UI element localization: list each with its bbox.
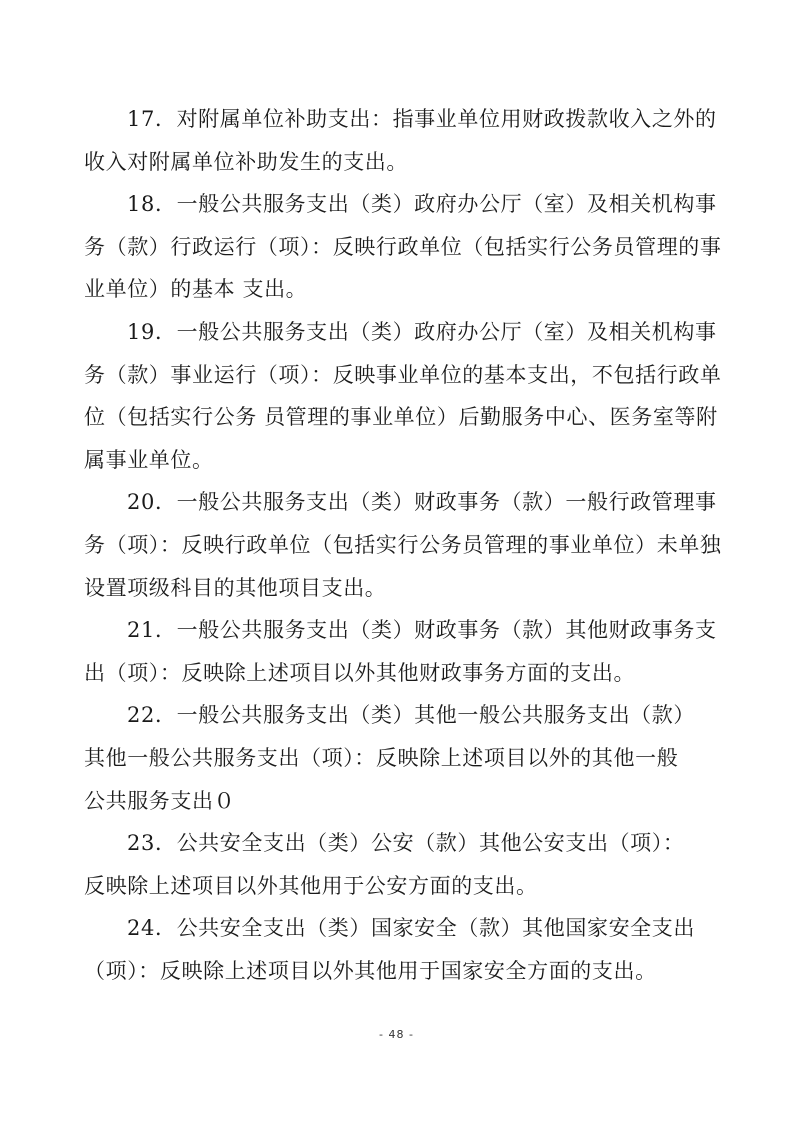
- page-number: - 48 -: [379, 1028, 414, 1041]
- paragraph-20: 20．一般公共服务支出（类）财政事务（款）一般行政管理事务（项）：反映行政单位（包括实行公务员管理的事业单位）未单独 设置项级科目的其他项目支出。: [84, 490, 722, 600]
- paragraph-22: 22．一般公共服务支出（类）其他一般公共服务支出（款）其他一般公共服务支出（项）：反映除上述项目以外的其他一般公共服务支出０: [84, 703, 685, 813]
- paragraph-23: 23．公共安全支出（类）公安（款）其他公安支出（项）：反映除上述项目以外其他用于公安方面的支出。: [84, 831, 685, 898]
- paragraph-17: 17．对附属单位补助支出：指事业单位用财政拨款收入之外的收入对附属单位补助发生的支出。: [84, 107, 717, 174]
- paragraph-24: 24．公共安全支出（类）国家安全（款）其他国家安全支出（项）：反映除上述项目以外其他用于国家安全方面的支出。: [84, 916, 695, 983]
- paragraph-19: 19．一般公共服务支出（类）政府办公厅（室）及相关机构事务（款）事业运行（项）：反映事业单位的基本支出，不包括行政单位（包括实行公务 员管理的事业单位）后勤服务中心、医务室等附属事业单位。: [84, 319, 722, 472]
- paragraph-21: 21．一般公共服务支出（类）财政事务（款）其他财政事务支出（项）：反映除上述项目以外其他财政事务方面的支出。: [84, 618, 717, 685]
- document-body: [84, 98, 724, 992]
- paragraph-18: 18．一般公共服务支出（类）政府办公厅（室）及相关机构事务（款）行政运行（项）：反映行政单位（包括实行公务员管理的事业单位）的基本 支出。: [84, 192, 722, 302]
